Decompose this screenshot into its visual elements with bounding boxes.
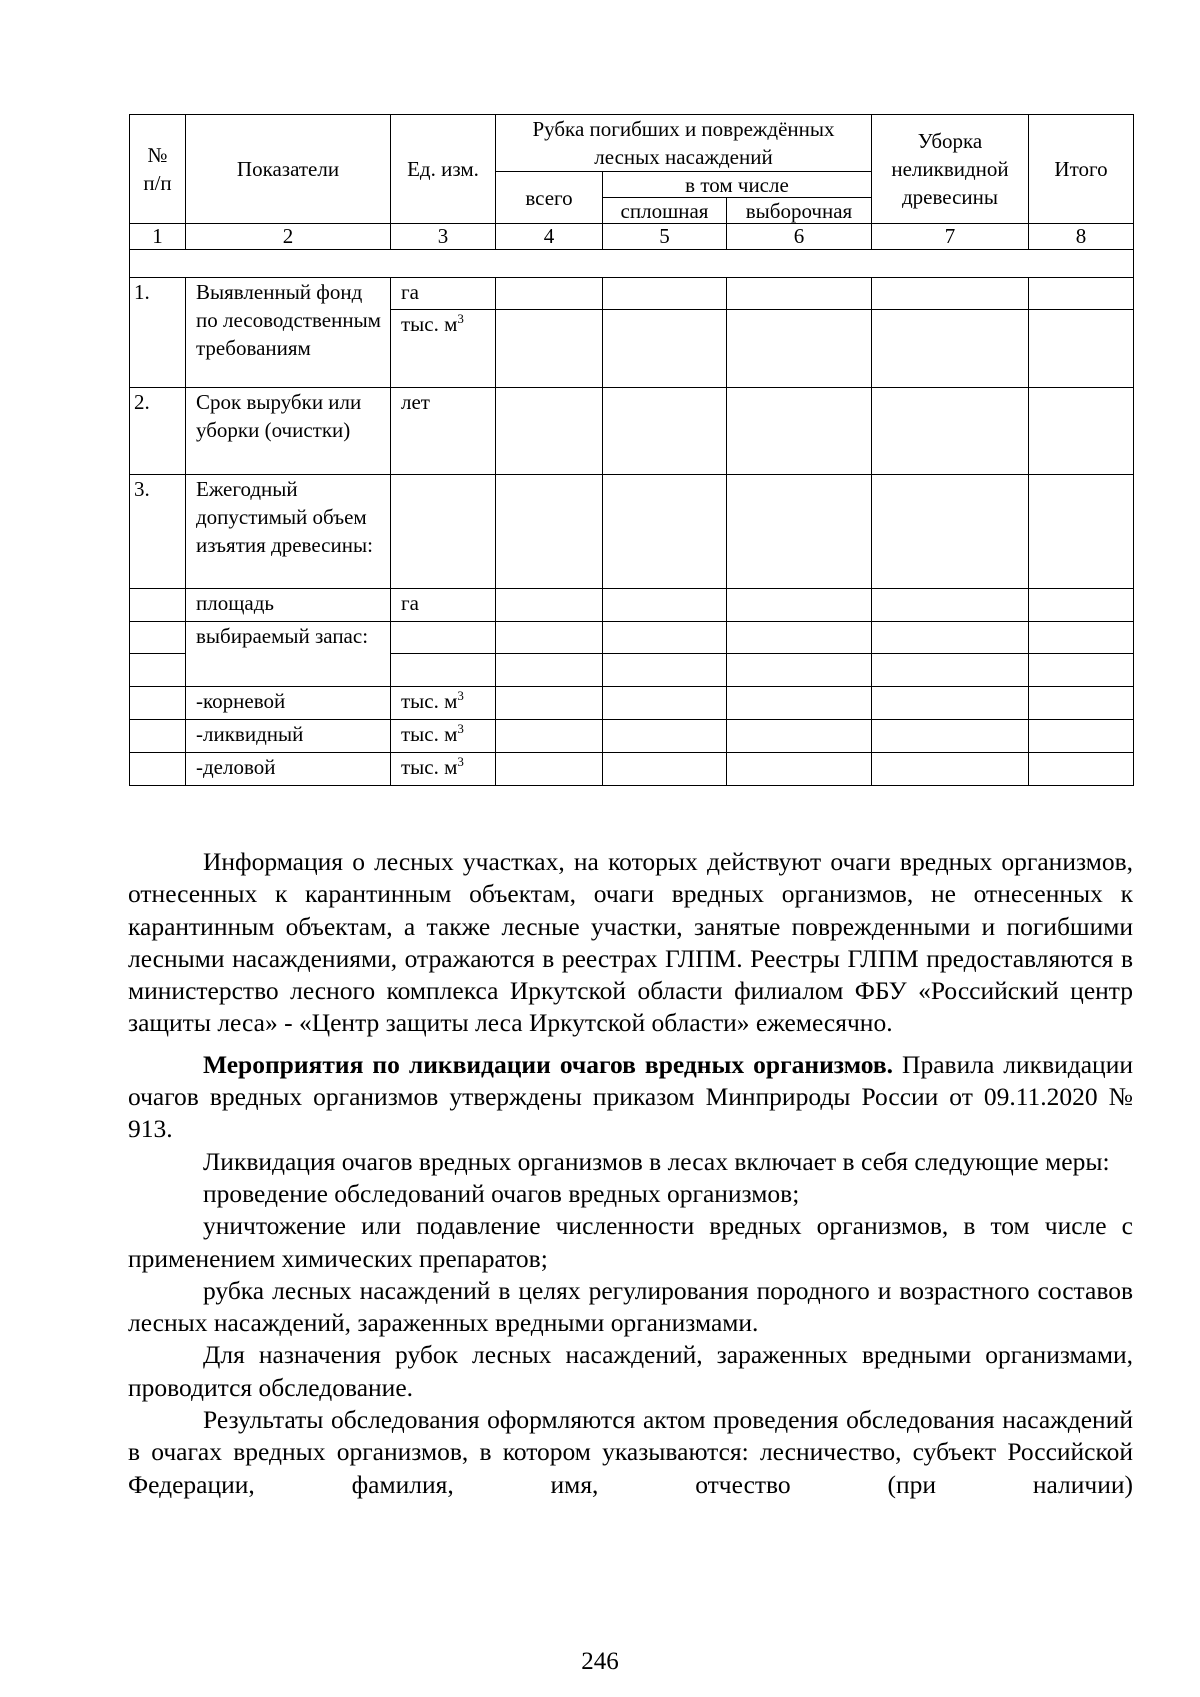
paragraph: Результаты обследования оформляются актом проведения обследования насаждений в очагах вредных организмов, в котором указываются: лесничество, субъект Российской Федерации, фамилия, имя, отчество (при наличии) bbox=[128, 1405, 1133, 1499]
table-cell bbox=[496, 475, 603, 589]
table-cell bbox=[1029, 753, 1134, 786]
table-cell bbox=[603, 753, 727, 786]
table-cell bbox=[1029, 654, 1134, 687]
row-num: 2. bbox=[130, 388, 186, 475]
row-label: Выявленный фонд по лесоводственным требованиям bbox=[186, 278, 391, 388]
unit-text: тыс. м bbox=[401, 722, 458, 746]
row-label: -корневой bbox=[186, 687, 391, 720]
unit-sup: 3 bbox=[457, 311, 464, 326]
table-cell bbox=[130, 654, 186, 687]
paragraph: Информация о лесных участках, на которых действуют очаги вредных организмов, отнесенных к карантинным объектам, очаги вредных организмов, не отнесенных к карантинным объектам, а также лесные участки, занятые поврежденными и погибшими лесными насаждениями, отражаются в реестрах ГЛПМ. Реестры ГЛПМ предоставляются в министерство лесного комплекса Иркутской области филиалом ФБУ «Российский центр защиты леса» - «Центр защиты леса Иркутской области» ежемесячно. bbox=[128, 847, 1133, 1038]
col-number: 3 bbox=[391, 224, 496, 250]
paragraph: Ликвидация очагов вредных организмов в лесах включает в себя следующие меры: bbox=[203, 1146, 1110, 1176]
col-number: 2 bbox=[186, 224, 391, 250]
header-selective: выборочная bbox=[727, 198, 872, 224]
table-cell bbox=[603, 687, 727, 720]
table-cell bbox=[872, 753, 1029, 786]
row-unit bbox=[391, 753, 496, 786]
col-number: 4 bbox=[496, 224, 603, 250]
row-label: площадь bbox=[186, 589, 391, 622]
row-unit bbox=[391, 310, 496, 388]
table-cell bbox=[603, 622, 727, 654]
row-unit: лет bbox=[391, 388, 496, 475]
col-number: 8 bbox=[1029, 224, 1134, 250]
table-cell bbox=[496, 589, 603, 622]
table-cell bbox=[496, 310, 603, 388]
row-label: -деловой bbox=[186, 753, 391, 786]
table-cell bbox=[727, 720, 872, 753]
paragraph-heading bbox=[128, 1049, 1133, 1146]
section-heading: Мероприятия по ликвидации очагов вредных организмов. bbox=[203, 1049, 893, 1079]
table-cell bbox=[603, 654, 727, 687]
table-cell bbox=[130, 687, 186, 720]
unit-sup: 3 bbox=[457, 754, 464, 769]
row-unit: га bbox=[391, 589, 496, 622]
paragraph: проведение обследований очагов вредных организмов; bbox=[203, 1178, 800, 1208]
header-including: в том числе bbox=[603, 172, 872, 198]
header-clear: сплошная bbox=[603, 198, 727, 224]
header-cleanup: Уборка неликвидной древесины bbox=[872, 115, 1029, 224]
table-cell bbox=[1029, 475, 1134, 589]
body-text bbox=[128, 846, 1133, 1501]
table-cell bbox=[872, 278, 1029, 310]
header-felling: Рубка погибших и повреждённых лесных насаждений bbox=[496, 115, 872, 172]
row-label: выбираемый запас: bbox=[186, 622, 391, 687]
table-cell bbox=[727, 310, 872, 388]
unit-text: тыс. м bbox=[401, 312, 458, 336]
table-cell bbox=[603, 388, 727, 475]
header-unit: Ед. изм. bbox=[391, 115, 496, 224]
table-cell bbox=[603, 720, 727, 753]
table-cell bbox=[496, 687, 603, 720]
table-cell bbox=[603, 278, 727, 310]
table-cell bbox=[1029, 687, 1134, 720]
table-cell bbox=[1029, 388, 1134, 475]
row-unit: га bbox=[391, 278, 496, 310]
paragraph: уничтожение или подавление численности вредных организмов, в том числе с применением химических препаратов; bbox=[128, 1211, 1133, 1273]
table-cell bbox=[727, 388, 872, 475]
table-cell bbox=[1029, 622, 1134, 654]
header-total-all: всего bbox=[496, 172, 603, 224]
table-cell bbox=[1029, 720, 1134, 753]
table-cell bbox=[727, 654, 872, 687]
table-cell bbox=[727, 687, 872, 720]
paragraph: рубка лесных насаждений в целях регулирования породного и возрастного составов лесных насаждений, зараженных вредными организмами. bbox=[128, 1275, 1133, 1338]
unit-sup: 3 bbox=[457, 688, 464, 703]
col-number: 1 bbox=[130, 224, 186, 250]
header-total: Итого bbox=[1029, 115, 1134, 224]
table-cell bbox=[872, 475, 1029, 589]
table-cell bbox=[130, 622, 186, 654]
table-cell bbox=[1029, 589, 1134, 622]
table-cell bbox=[872, 654, 1029, 687]
table-cell bbox=[130, 720, 186, 753]
table-cell bbox=[872, 310, 1029, 388]
header-num: № п/п bbox=[130, 115, 186, 224]
table-cell bbox=[130, 753, 186, 786]
table-cell bbox=[727, 278, 872, 310]
col-number: 7 bbox=[872, 224, 1029, 250]
table-cell bbox=[1029, 310, 1134, 388]
unit-sup: 3 bbox=[457, 721, 464, 736]
unit-text: тыс. м bbox=[401, 755, 458, 779]
table-cell bbox=[496, 753, 603, 786]
empty-row bbox=[130, 250, 1134, 278]
header-indicators: Показатели bbox=[186, 115, 391, 224]
row-num: 3. bbox=[130, 475, 186, 589]
table-cell bbox=[391, 654, 496, 687]
table-cell bbox=[727, 622, 872, 654]
table-cell bbox=[496, 654, 603, 687]
table-cell bbox=[727, 589, 872, 622]
table-cell bbox=[603, 310, 727, 388]
table-cell bbox=[391, 622, 496, 654]
table-cell bbox=[1029, 278, 1134, 310]
table-cell bbox=[496, 388, 603, 475]
table-cell bbox=[496, 720, 603, 753]
row-num: 1. bbox=[130, 278, 186, 388]
table-cell bbox=[603, 475, 727, 589]
table-cell bbox=[727, 753, 872, 786]
indicators-table bbox=[129, 114, 1134, 786]
row-label: -ликвидный bbox=[186, 720, 391, 753]
table-cell bbox=[727, 475, 872, 589]
table-cell bbox=[496, 622, 603, 654]
page-number: 246 bbox=[581, 1648, 619, 1675]
row-label: Ежегодный допустимый объем изъятия древесины: bbox=[186, 475, 391, 589]
row-unit bbox=[391, 687, 496, 720]
row-label: Срок вырубки или уборки (очистки) bbox=[186, 388, 391, 475]
table-cell bbox=[872, 622, 1029, 654]
col-number: 5 bbox=[603, 224, 727, 250]
table-cell bbox=[603, 589, 727, 622]
table-cell bbox=[872, 720, 1029, 753]
col-number: 6 bbox=[727, 224, 872, 250]
paragraph: Для назначения рубок лесных насаждений, зараженных вредными организмами, проводится обследование. bbox=[128, 1340, 1133, 1402]
paragraph-text: Правила ликвидации очагов вредных организмов утверждены приказом Минприроды России от 09.11.2020 № 913. bbox=[128, 1049, 1133, 1144]
table-cell bbox=[496, 278, 603, 310]
table-cell bbox=[872, 589, 1029, 622]
table-cell bbox=[130, 589, 186, 622]
row-unit bbox=[391, 720, 496, 753]
table-cell bbox=[391, 475, 496, 589]
table-cell bbox=[872, 388, 1029, 475]
table-cell bbox=[872, 687, 1029, 720]
unit-text: тыс. м bbox=[401, 689, 458, 713]
